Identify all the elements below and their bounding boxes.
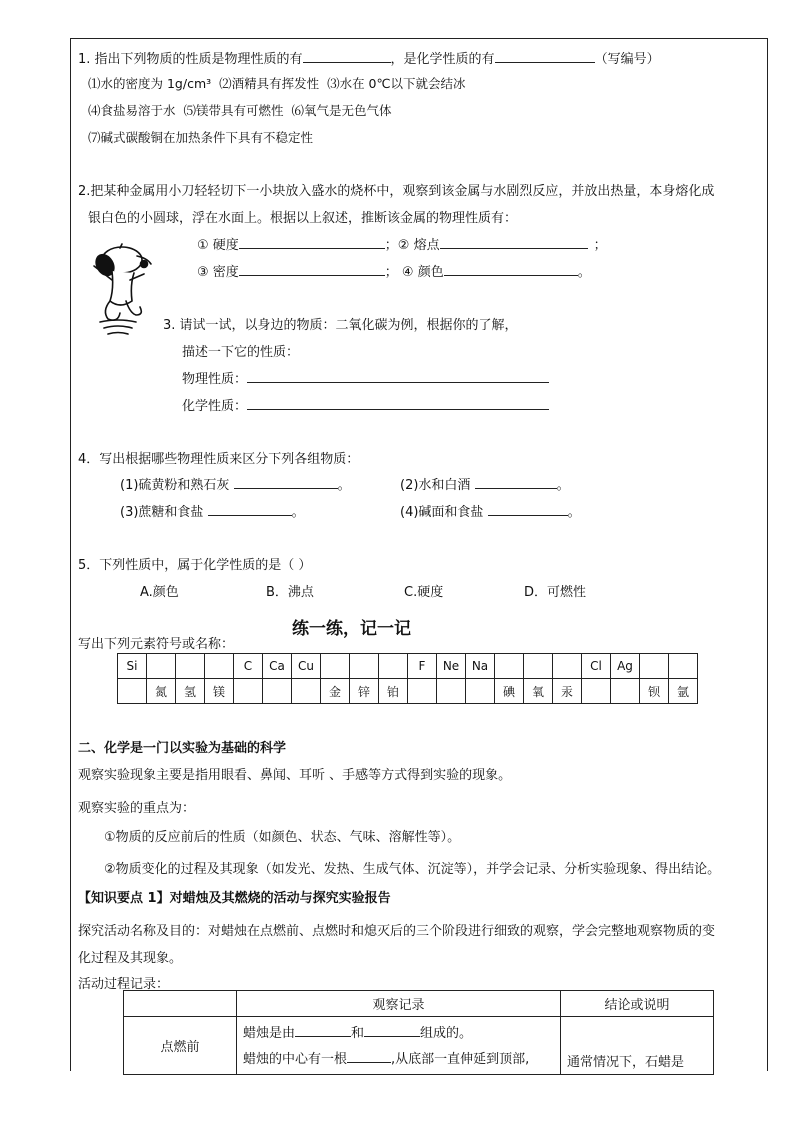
q1-options-row3 — [88, 128, 313, 146]
observe-record-cell — [237, 1017, 561, 1075]
q1-blank-physical[interactable] — [303, 50, 391, 63]
q2-blank-density[interactable] — [239, 263, 385, 276]
element-table — [117, 653, 698, 704]
q4-period-c: 。 — [291, 505, 305, 520]
q2-blank-melting[interactable] — [440, 236, 588, 249]
element-symbol-cell[interactable] — [495, 654, 524, 679]
q1-blank-chemical[interactable] — [495, 50, 595, 63]
element-symbol-cell: Ca — [263, 654, 292, 679]
q1-option-1: ⑴水的密度为 1g/cm³ — [88, 76, 212, 91]
element-name-cell: 氮 — [147, 679, 176, 704]
q2-row2 — [197, 261, 591, 280]
practice-heading: 练一练，记一记 — [292, 619, 411, 639]
element-symbol-cell: Ne — [437, 654, 466, 679]
section2-p5b: 化过程及其现象。 — [78, 951, 183, 966]
header-blank-cell — [124, 991, 237, 1017]
element-symbol-cell[interactable] — [350, 654, 379, 679]
record-blank-2[interactable] — [364, 1024, 420, 1037]
q4-item-c — [120, 501, 305, 520]
element-symbol-cell[interactable] — [379, 654, 408, 679]
element-symbol-cell[interactable] — [321, 654, 350, 679]
section2-p3: ①物质的反应前后的性质（如颜色、状态、气味、溶解性等）。 — [104, 830, 461, 845]
knowledge-point-1: 【知识要点 1】对蜡烛及其燃烧的活动与探究实验报告 — [78, 891, 391, 906]
element-name-cell[interactable] — [437, 679, 466, 704]
element-symbol-cell[interactable] — [640, 654, 669, 679]
section2-p5a: 探究活动名称及目的：对蜡烛在点燃前、点燃时和熄灭后的三个阶段进行细致的观察，学会完整地观察物质的变 — [78, 924, 716, 939]
q3-chemical-label: 化学性质： — [182, 399, 248, 414]
q3-line1: 3. 请试一试，以身边的物质：二氧化碳为例，根据你的了解， — [163, 318, 518, 333]
q3-line2: 描述一下它的性质： — [182, 345, 300, 360]
element-name-cell: 汞 — [553, 679, 582, 704]
q2-melting-label: ；② 熔点 — [384, 238, 440, 253]
q2-blank-hardness[interactable] — [239, 236, 385, 249]
element-symbol-cell: C — [234, 654, 263, 679]
element-name-cell: 金 — [321, 679, 350, 704]
snoopy-illustration-icon — [82, 238, 162, 338]
record-1b: 和 — [351, 1026, 365, 1041]
record-line-1 — [243, 1021, 554, 1047]
q1-option-5: ⑸镁带具有可燃性 — [183, 103, 284, 118]
q4-blank-c[interactable] — [208, 503, 292, 516]
section2-p4: ②物质变化的过程及其现象（如发光、发热、生成气体、沉淀等），并学会记录、分析实验现象、得出结论。 — [104, 862, 721, 877]
q1-option-2: ⑵酒精具有挥发性 — [219, 76, 320, 91]
q1-option-4: ⑷食盐易溶于水 — [88, 103, 176, 118]
element-name-cell[interactable] — [466, 679, 495, 704]
q2-semicolon: ； — [593, 238, 607, 253]
q2-row1 — [197, 234, 607, 253]
element-symbol-cell: Si — [118, 654, 147, 679]
q1-stem-b: ，是化学性质的有 — [390, 52, 495, 67]
q4-item-a — [120, 474, 351, 493]
element-symbol-cell[interactable] — [669, 654, 698, 679]
record-2b: ,从底部一直伸延到顶部, — [391, 1052, 530, 1067]
q5-stem: 5．下列性质中，属于化学性质的是（ ） — [78, 558, 312, 573]
element-name-cell[interactable] — [292, 679, 321, 704]
record-2a: 蜡烛的中心有一根 — [243, 1052, 348, 1067]
q3-physical-label: 物理性质： — [182, 372, 248, 387]
q5-option-b[interactable]: B．沸点 — [266, 585, 314, 600]
q1-options-row2 — [88, 101, 391, 119]
element-symbol-cell[interactable] — [553, 654, 582, 679]
section2-p2: 观察实验的重点为： — [78, 801, 196, 816]
conclusion-cell: 通常情况下，石蜡是 — [561, 1017, 714, 1075]
element-symbol-cell[interactable] — [176, 654, 205, 679]
element-name-cell: 氩 — [669, 679, 698, 704]
row-label-before-lighting: 点燃前 — [124, 1017, 237, 1075]
q3-blank-physical[interactable] — [247, 370, 549, 383]
q4-item-b — [400, 474, 570, 493]
q4-stem: 4．写出根据哪些物理性质来区分下列各组物质： — [78, 452, 360, 467]
element-name-cell: 氧 — [524, 679, 553, 704]
element-symbol-cell: Cu — [292, 654, 321, 679]
record-1a: 蜡烛是由 — [243, 1026, 296, 1041]
element-row-names — [118, 679, 698, 704]
q2-period: 。 — [577, 265, 591, 280]
header-conclusion: 结论或说明 — [561, 991, 714, 1017]
section2-title: 二、化学是一门以实验为基础的科学 — [78, 741, 287, 756]
element-name-cell[interactable] — [118, 679, 147, 704]
q5-option-c[interactable]: C.硬度 — [404, 585, 444, 600]
element-symbol-cell[interactable] — [524, 654, 553, 679]
q2-line1: 2.把某种金属用小刀轻轻切下一小块放入盛水的烧杯中，观察到该金属与水剧烈反应，并放出热量，本身熔化成 — [78, 184, 715, 199]
q4-period-b: 。 — [556, 478, 570, 493]
section2-p6: 活动过程记录： — [78, 977, 170, 992]
header-observe-record: 观察记录 — [237, 991, 561, 1017]
q3-chemical-row — [182, 395, 549, 414]
activity-record-table — [123, 990, 714, 1075]
q4-period-d: 。 — [567, 505, 581, 520]
record-1c: 组成的。 — [420, 1026, 473, 1041]
q1-stem-a: 1. 指出下列物质的性质是物理性质的有 — [78, 52, 303, 67]
q4-label-a: (1)硫黄粉和熟石灰 — [120, 478, 230, 493]
q1-option-3: ⑶水在 0℃以下就会结冰 — [327, 76, 466, 91]
q4-label-c: (3)蔗糖和食盐 — [120, 505, 204, 520]
q2-hardness-label: ① 硬度 — [197, 238, 239, 253]
record-line-2 — [243, 1047, 554, 1073]
element-name-cell: 氢 — [176, 679, 205, 704]
record-blank-3[interactable] — [347, 1050, 391, 1063]
element-symbol-cell: F — [408, 654, 437, 679]
q4-item-d — [400, 501, 581, 520]
record-blank-1[interactable] — [295, 1024, 351, 1037]
element-symbol-cell: Cl — [582, 654, 611, 679]
element-name-cell: 钡 — [640, 679, 669, 704]
element-name-cell: 镁 — [205, 679, 234, 704]
q2-color-label: ； ④ 颜色 — [384, 265, 444, 280]
element-symbol-cell: Ag — [611, 654, 640, 679]
q2-density-label: ③ 密度 — [197, 265, 239, 280]
q1-options-row1 — [88, 74, 466, 92]
q3-blank-chemical[interactable] — [247, 397, 549, 410]
q4-label-b: (2)水和白酒 — [400, 478, 471, 493]
q1-stem — [78, 48, 660, 67]
q4-blank-a[interactable] — [234, 476, 338, 489]
q4-period-a: 。 — [337, 478, 351, 493]
q5-option-d[interactable]: D．可燃性 — [524, 585, 587, 600]
element-symbol-cell[interactable] — [147, 654, 176, 679]
element-symbol-cell: Na — [466, 654, 495, 679]
element-name-cell: 铂 — [379, 679, 408, 704]
element-name-cell: 锌 — [350, 679, 379, 704]
q1-stem-c: （写编号） — [594, 52, 660, 67]
practice-instruction: 写出下列元素符号或名称： — [78, 637, 235, 652]
q1-option-6: ⑹氧气是无色气体 — [291, 103, 392, 118]
element-row-symbols — [118, 654, 698, 679]
q5-option-a[interactable]: A.颜色 — [140, 585, 179, 600]
element-name-cell[interactable] — [263, 679, 292, 704]
element-name-cell: 碘 — [495, 679, 524, 704]
q3-physical-row — [182, 368, 549, 387]
element-name-cell[interactable] — [234, 679, 263, 704]
q1-option-7: ⑺碱式碳酸铜在加热条件下具有不稳定性 — [88, 130, 314, 145]
section2-p1: 观察实验现象主要是指用眼看、鼻闻、耳听 、手感等方式得到实验的现象。 — [78, 768, 512, 783]
element-name-cell[interactable] — [582, 679, 611, 704]
q2-blank-color[interactable] — [444, 263, 578, 276]
element-symbol-cell[interactable] — [205, 654, 234, 679]
q4-label-d: (4)碱面和食盐 — [400, 505, 484, 520]
q2-line2: 银白色的小圆球，浮在水面上。根据以上叙述，推断该金属的物理性质有： — [88, 211, 518, 226]
q4-blank-b[interactable] — [475, 476, 557, 489]
element-name-cell[interactable] — [611, 679, 640, 704]
element-name-cell[interactable] — [408, 679, 437, 704]
q4-blank-d[interactable] — [488, 503, 568, 516]
